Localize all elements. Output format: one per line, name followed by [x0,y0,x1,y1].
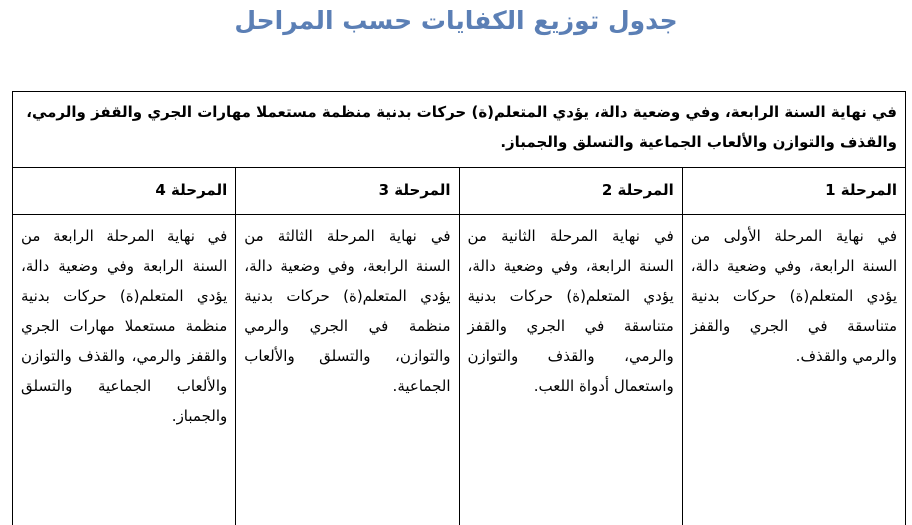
stage-1-header: المرحلة 1 [682,168,905,215]
stage-body-row [13,215,906,525]
stage-3-header: المرحلة 3 [236,168,459,215]
stage-2-header: المرحلة 2 [459,168,682,215]
stage-4-text: في نهاية المرحلة الرابعة من السنة الرابعة وفي وضعية دالة، يؤدي المتعلم(ة) حركات بدنية منظمة مستعملا مهارات الجري والقفز والرمي، والقذف والتوازن والألعاب الجماعية والتسلق والجمباز. [13,215,236,525]
intro-text: وفي وضعية دالة، يؤدي المتعلم(ة) حركات بدنية منظمة مستعملا مهارات الجري والقفز والرمي، والقذف والتوازن والألعاب الجماعية والتسلق والجمباز. [26,103,897,151]
stage-3-text: في نهاية المرحلة الثالثة من السنة الرابعة، وفي وضعية دالة، يؤدي المتعلم(ة) حركات بدنية منظمة في الجري والرمي والتوازن، والتسلق والألعاب الجماعية. [236,215,459,525]
stage-1-text: في نهاية المرحلة الأولى من السنة الرابعة، وفي وضعية دالة، يؤدي المتعلم(ة) حركات بدنية متناسقة في الجري والقفز والرمي والقذف. [682,215,905,525]
competencies-table [12,91,906,525]
intro-lead: في نهاية السنة الرابعة، [725,103,897,121]
intro-cell [13,92,906,168]
stage-header-row [13,168,906,215]
stage-2-text: في نهاية المرحلة الثانية من السنة الرابعة، وفي وضعية دالة، يؤدي المتعلم(ة) حركات بدنية متناسقة في الجري والقفز والرمي، والقذف والتوازن واستعمال أدواة اللعب. [459,215,682,525]
stage-4-header: المرحلة 4 [13,168,236,215]
intro-row [13,92,906,168]
page-title: جدول توزيع الكفايات حسب المراحل [234,6,678,35]
